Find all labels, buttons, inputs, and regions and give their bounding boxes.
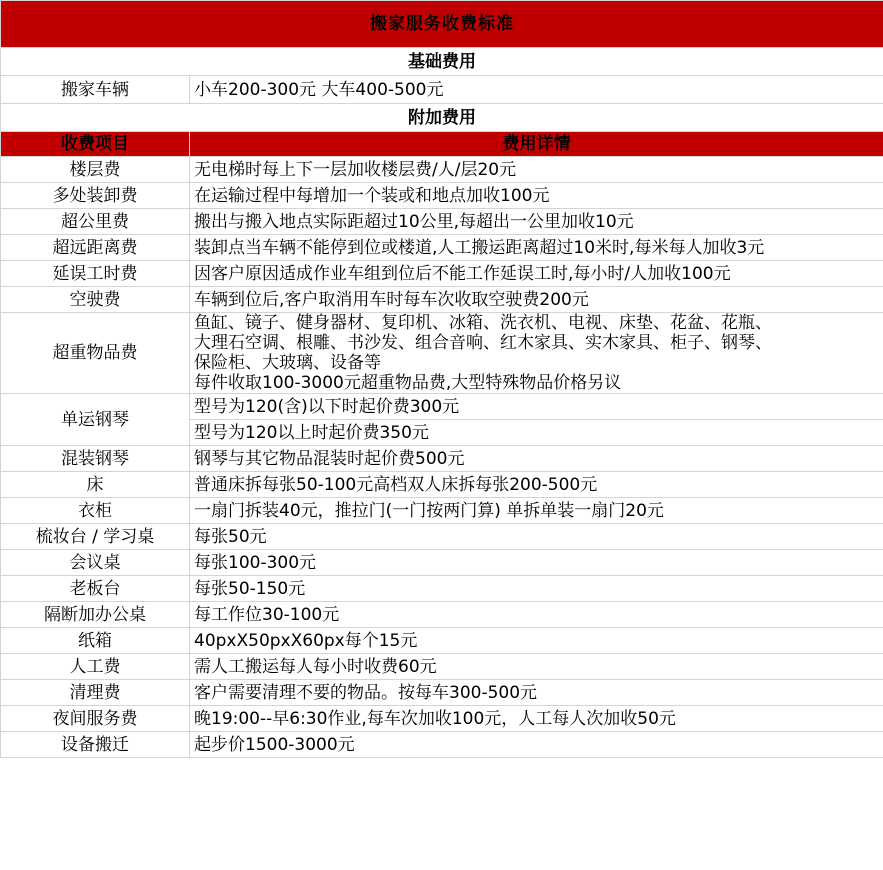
item-name-cell[interactable]: 衣柜 (1, 498, 190, 524)
table-row (1, 261, 883, 287)
item-name-cell[interactable]: 超远距离费 (1, 235, 190, 261)
item-name-cell[interactable]: 延误工时费 (1, 261, 190, 287)
table-row (1, 209, 883, 235)
item-detail-cell[interactable]: 每张100-300元 (190, 550, 883, 576)
table-row (1, 654, 883, 680)
item-name-cell[interactable]: 混装钢琴 (1, 446, 190, 472)
item-name-cell[interactable]: 夜间服务费 (1, 706, 190, 732)
item-detail-cell[interactable]: 无电梯时每上下一层加收楼层费/人/层20元 (190, 157, 883, 183)
item-name-cell[interactable]: 隔断加办公桌 (1, 602, 190, 628)
item-name-cell[interactable]: 床 (1, 472, 190, 498)
item-detail-cell[interactable]: 客户需要清理不要的物品。按每车300-500元 (190, 680, 883, 706)
item-name-cell[interactable]: 人工费 (1, 654, 190, 680)
table-row (1, 446, 883, 472)
table-row (1, 628, 883, 654)
column-header-item[interactable]: 收费项目 (1, 132, 190, 157)
item-detail-cell[interactable]: 搬出与搬入地点实际距超过10公里,每超出一公里加收10元 (190, 209, 883, 235)
section-title-basic[interactable]: 基础费用 (1, 48, 883, 76)
column-header-row (1, 132, 883, 157)
item-detail-cell[interactable]: 因客户原因适成作业车组到位后不能工作延误工时,每小时/人加收100元 (190, 261, 883, 287)
table-row (1, 576, 883, 602)
item-name-cell[interactable]: 老板台 (1, 576, 190, 602)
item-name-cell[interactable]: 多处装卸费 (1, 183, 190, 209)
item-detail-cell[interactable]: 每张50-150元 (190, 576, 883, 602)
item-name-cell[interactable]: 超公里费 (1, 209, 190, 235)
section-row-additional (1, 104, 883, 132)
item-detail-cell[interactable]: 晚19:00--早6:30作业,每车次加收100元，人工每人次加收50元 (190, 706, 883, 732)
item-detail-cell[interactable]: 需人工搬运每人每小时收费60元 (190, 654, 883, 680)
item-detail-cell[interactable]: 装卸点当车辆不能停到位或楼道,人工搬运距离超过10米时,每米每人加收3元 (190, 235, 883, 261)
item-name-cell[interactable]: 清理费 (1, 680, 190, 706)
item-detail-cell[interactable]: 一扇门拆装40元，推拉门(一门按两门算) 单拆单装一扇门20元 (190, 498, 883, 524)
item-detail-cell[interactable]: 车辆到位后,客户取消用车时每车次收取空驶费200元 (190, 287, 883, 313)
item-detail-cell[interactable]: 普通床拆每张50-100元高档双人床拆每张200-500元 (190, 472, 883, 498)
item-name-cell[interactable]: 楼层费 (1, 157, 190, 183)
item-name-cell[interactable]: 单运钢琴 (1, 394, 190, 446)
page-title[interactable]: 搬家服务收费标准 (1, 1, 883, 48)
table-row (1, 76, 883, 104)
item-name-cell[interactable]: 纸箱 (1, 628, 190, 654)
table-row-heavy-items (1, 313, 883, 394)
item-detail-cell[interactable]: 型号为120以上时起价费350元 (190, 420, 883, 446)
item-name-cell[interactable]: 空驶费 (1, 287, 190, 313)
item-detail-cell[interactable]: 在运输过程中每增加一个装或和地点加收100元 (190, 183, 883, 209)
item-detail-cell[interactable]: 每张50元 (190, 524, 883, 550)
item-detail-cell[interactable]: 型号为120(含)以下时起价费300元 (190, 394, 883, 420)
item-detail-cell[interactable]: 每工作位30-100元 (190, 602, 883, 628)
table-row (1, 498, 883, 524)
table-row (1, 732, 883, 758)
table-row (1, 157, 883, 183)
item-name-cell[interactable]: 设备搬迁 (1, 732, 190, 758)
item-detail-cell[interactable]: 40pxX50pxX60px每个15元 (190, 628, 883, 654)
item-detail-cell[interactable]: 小车200-300元 大车400-500元 (190, 76, 883, 104)
item-detail-cell[interactable] (190, 313, 883, 394)
section-row-basic (1, 48, 883, 76)
table-row (1, 524, 883, 550)
item-detail-cell[interactable]: 起步价1500-3000元 (190, 732, 883, 758)
title-row (1, 1, 883, 48)
column-header-detail[interactable]: 费用详情 (190, 132, 883, 157)
item-detail-cell[interactable]: 钢琴与其它物品混装时起价费500元 (190, 446, 883, 472)
item-name-cell[interactable]: 搬家车辆 (1, 76, 190, 104)
table-row (1, 680, 883, 706)
table-row (1, 472, 883, 498)
detail-line: 保险柜、大玻璃、设备等 (194, 353, 381, 373)
table-row-piano (1, 394, 883, 420)
item-name-cell[interactable]: 超重物品费 (1, 313, 190, 394)
detail-line: 鱼缸、镜子、健身器材、复印机、冰箱、洗衣机、电视、床垫、花盆、花瓶、 (194, 313, 772, 333)
detail-line: 大理石空调、根雕、书沙发、组合音响、红木家具、实木家具、柜子、钢琴、 (194, 333, 772, 353)
table-row (1, 183, 883, 209)
table-row (1, 287, 883, 313)
detail-line: 每件收取100-3000元超重物品费,大型特殊物品价格另议 (194, 373, 622, 393)
item-name-cell[interactable]: 梳妆台 / 学习桌 (1, 524, 190, 550)
section-title-additional[interactable]: 附加费用 (1, 104, 883, 132)
table-row (1, 550, 883, 576)
item-name-cell[interactable]: 会议桌 (1, 550, 190, 576)
table-row (1, 235, 883, 261)
table-row (1, 706, 883, 732)
table-row (1, 602, 883, 628)
